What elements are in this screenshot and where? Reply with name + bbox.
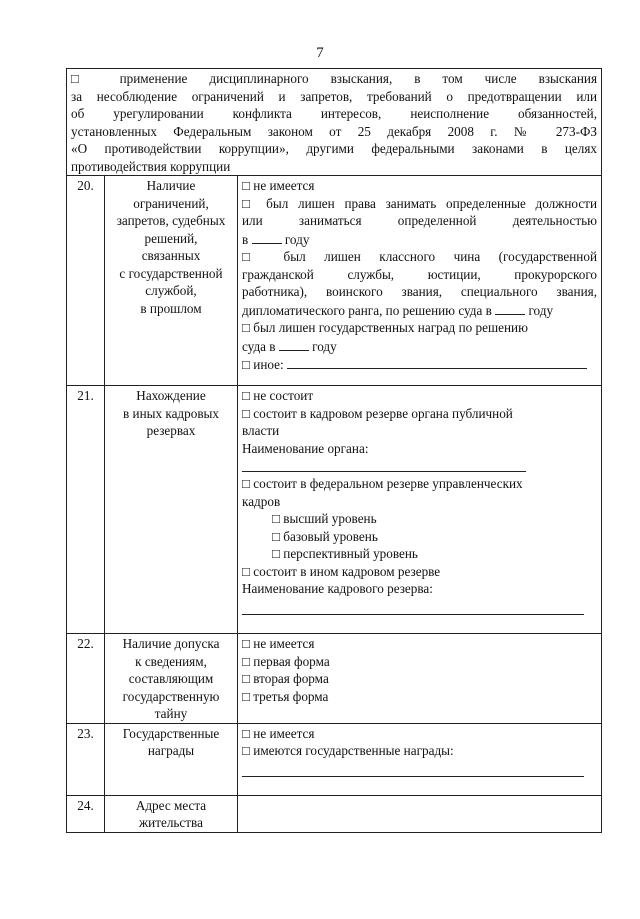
row-options: [238, 176, 602, 386]
option-year-line: [242, 230, 597, 249]
option-text: дипломатического ранга, по решению суда в: [242, 302, 492, 318]
year-blank[interactable]: [495, 301, 525, 315]
intro-cell: [67, 69, 602, 176]
address-field[interactable]: [238, 795, 602, 832]
label-line: решений,: [144, 230, 198, 246]
option-federal-reserve-checkbox[interactable]: □ состоит в федеральном резерве управленческих: [242, 476, 523, 491]
row-label: [105, 723, 238, 795]
option-text: году: [528, 302, 554, 318]
row-number: 24.: [67, 795, 105, 832]
row-number: 23.: [67, 723, 105, 795]
row-number: 22.: [67, 634, 105, 724]
option-none-checkbox[interactable]: □ не имеется: [242, 725, 315, 741]
row-number: 20.: [67, 176, 105, 386]
label-line: в иных кадровых: [122, 405, 220, 421]
level-base-checkbox[interactable]: □ базовый уровень: [272, 528, 378, 544]
row-23: [67, 723, 602, 795]
label-line: запретов, судебных: [116, 213, 226, 228]
option-none-checkbox[interactable]: □ не имеется: [242, 636, 315, 651]
intro-line: за несоблюдение ограничений и запретов, требований о предотвращении или: [71, 88, 598, 104]
label-line: Нахождение: [136, 388, 206, 403]
row-options: [238, 723, 602, 795]
label-line: Государственные: [122, 725, 220, 741]
intro-line[interactable]: □ применение дисциплинарного взыскания, в том числе взыскания: [71, 71, 598, 86]
label-line: Наличие: [146, 178, 196, 193]
option-has-awards-checkbox[interactable]: □ имеются государственные награды:: [242, 743, 454, 758]
other-field[interactable]: [287, 355, 587, 369]
option-year-line: [242, 301, 597, 320]
option-public-reserve-checkbox[interactable]: □ состоит в кадровом резерве органа публичной: [242, 405, 513, 421]
level-top-checkbox[interactable]: □ высший уровень: [272, 511, 377, 526]
year-blank[interactable]: [252, 230, 282, 244]
reserve-name-label: Наименование кадрового резерва:: [242, 581, 433, 596]
awards-field[interactable]: [242, 762, 584, 777]
intro-line: установленных Федеральным законом от 25 декабря 2008 г. № 273-ФЗ: [71, 123, 598, 139]
option-deprived-position-checkbox[interactable]: □ был лишен права занимать определенные должности: [242, 195, 598, 211]
option-deprived-rank-checkbox[interactable]: □ был лишен классного чина (государственной: [242, 249, 598, 264]
option-text: в: [242, 231, 249, 247]
row-label: [105, 795, 238, 832]
row-options: [238, 386, 602, 634]
option-other-reserve-checkbox[interactable]: □ состоит в ином кадровом резерве: [242, 563, 441, 579]
option-not-member-checkbox[interactable]: □ не состоит: [242, 388, 314, 403]
option-text: работника), воинского звания, специального звания,: [242, 284, 598, 299]
label-line: Наличие допуска: [122, 636, 220, 651]
label-line: связанных: [141, 248, 201, 263]
intro-line-last: противодействия коррупции: [71, 158, 231, 174]
option-other-checkbox[interactable]: □ иное:: [242, 357, 284, 372]
intro-line: об урегулировании конфликта интересов, неисполнение обязанностей,: [71, 106, 598, 121]
option-form1-checkbox[interactable]: □ первая форма: [242, 653, 330, 669]
option-text: кадров: [242, 493, 281, 509]
option-year-line: [242, 337, 597, 356]
row-label: [105, 386, 238, 634]
intro-line: «О противодействии коррупции», другими федеральными законами в целях: [71, 141, 598, 156]
label-line: в прошлом: [140, 300, 202, 316]
option-form2-checkbox[interactable]: □ вторая форма: [242, 671, 329, 686]
label-line: службой,: [145, 283, 197, 298]
row-21: [67, 386, 602, 634]
row-label: [105, 176, 238, 386]
row-24: [67, 795, 602, 832]
level-prospective-checkbox[interactable]: □ перспективный уровень: [272, 546, 418, 561]
label-line: Адрес места: [135, 797, 207, 813]
option-none-checkbox[interactable]: □ не имеется: [242, 178, 315, 193]
label-line: награды: [147, 743, 195, 758]
label-line: жительства: [139, 815, 203, 830]
row-20: [67, 176, 602, 386]
label-line: государственную: [122, 688, 220, 704]
option-deprived-awards-checkbox[interactable]: □ был лишен государственных наград по решению: [242, 320, 528, 335]
row-22: [67, 634, 602, 724]
label-line: тайну: [154, 706, 188, 721]
row-options: [238, 634, 602, 724]
reserve-name-field[interactable]: [242, 600, 584, 615]
option-text: году: [284, 231, 310, 247]
row-label: [105, 634, 238, 724]
intro-row: [67, 69, 602, 176]
page-number: 7: [316, 45, 324, 61]
row-number: 21.: [67, 386, 105, 634]
questionnaire-table: [66, 68, 602, 833]
label-line: к сведениям,: [135, 653, 207, 669]
option-text: власти: [242, 423, 280, 438]
option-text: суда в: [242, 338, 276, 354]
option-form3-checkbox[interactable]: □ третья форма: [242, 688, 329, 704]
option-text: гражданской службы, юстиции, прокурорского: [242, 266, 598, 282]
option-other-line: [242, 355, 597, 374]
label-line: ограничений,: [133, 195, 209, 211]
label-line: резервах: [146, 423, 196, 438]
option-text: году: [312, 338, 337, 354]
label-line: составляющим: [128, 671, 214, 686]
organ-name-label: Наименование органа:: [242, 440, 369, 456]
organ-name-field[interactable]: [242, 457, 526, 472]
year-blank[interactable]: [279, 337, 309, 351]
label-line: с государственной: [119, 265, 223, 281]
option-text: или заниматься определенной деятельностью: [242, 213, 598, 228]
